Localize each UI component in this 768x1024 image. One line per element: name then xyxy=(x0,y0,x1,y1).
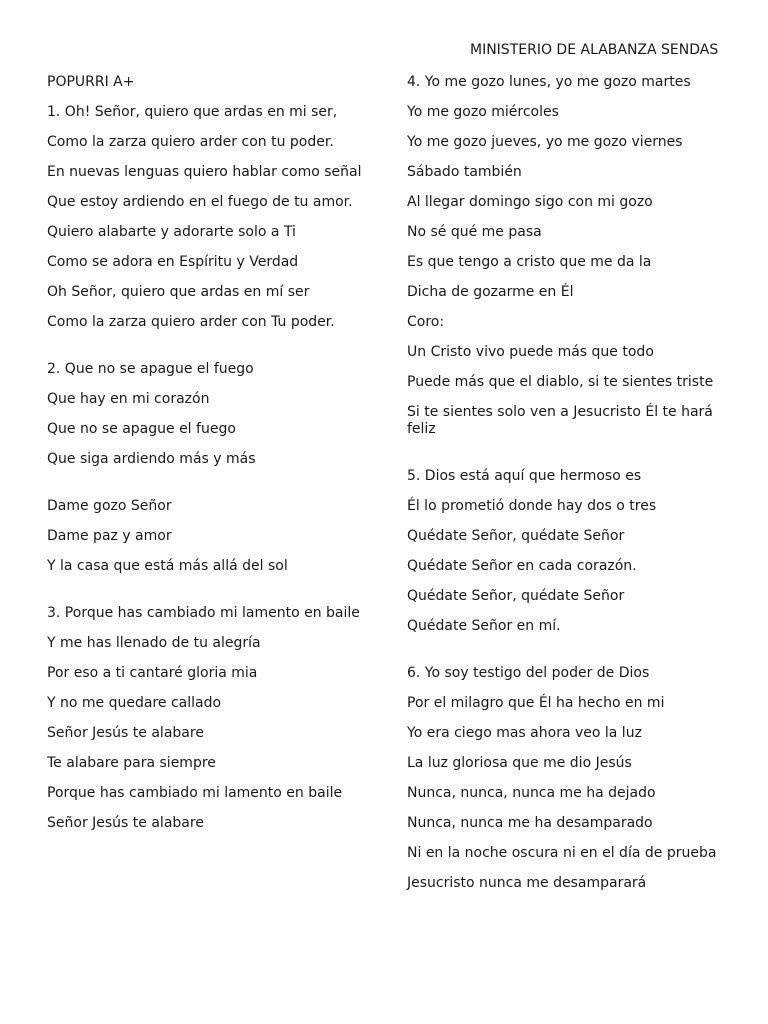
lyric-line: Ni en la noche oscura ni en el día de prueba xyxy=(407,845,717,861)
lyric-line: Como la zarza quiero arder con Tu poder. xyxy=(47,314,335,330)
lyric-line: 4. Yo me gozo lunes, yo me gozo martes xyxy=(407,74,691,90)
lyric-line: Al llegar domingo sigo con mi gozo xyxy=(407,194,653,210)
lyric-line: Te alabare para siempre xyxy=(47,755,216,771)
lyric-line: Quiero alabarte y adorarte solo a Ti xyxy=(47,224,296,240)
lyric-line: 2. Que no se apague el fuego xyxy=(47,361,254,377)
lyric-line: Coro: xyxy=(407,314,445,330)
lyric-line: 6. Yo soy testigo del poder de Dios xyxy=(407,665,650,681)
lyric-line: En nuevas lenguas quiero hablar como señal xyxy=(47,164,362,180)
lyric-line: Que hay en mi corazón xyxy=(47,391,210,407)
lyric-line: Jesucristo nunca me desamparará xyxy=(407,875,647,891)
lyric-line: Porque has cambiado mi lamento en baile xyxy=(47,785,343,801)
lyric-line: Y no me quedare callado xyxy=(47,695,222,711)
lyric-line: Por el milagro que Él ha hecho en mi xyxy=(407,695,665,711)
lyric-line: Yo me gozo miércoles xyxy=(407,104,559,120)
lyric-line: Nunca, nunca, nunca me ha dejado xyxy=(407,785,656,801)
lyric-line: POPURRI A+ xyxy=(47,74,135,90)
lyric-line: Señor Jesús te alabare xyxy=(47,815,204,831)
lyric-line: Que no se apague el fuego xyxy=(47,421,236,437)
lyric-line: Puede más que el diablo, si te sientes triste xyxy=(407,374,714,390)
lyric-line: Dame gozo Señor xyxy=(47,498,172,514)
lyric-line: Si te sientes solo ven a Jesucristo Él te hará feliz xyxy=(407,404,713,437)
lyric-line: Nunca, nunca me ha desamparado xyxy=(407,815,653,831)
lyric-line: La luz gloriosa que me dio Jesús xyxy=(407,755,632,771)
lyric-line: Dame paz y amor xyxy=(47,528,172,544)
lyric-line: 5. Dios está aquí que hermoso es xyxy=(407,468,642,484)
lyric-line: Quédate Señor, quédate Señor xyxy=(407,528,625,544)
lyric-line: Yo me gozo jueves, yo me gozo viernes xyxy=(407,134,683,150)
lyric-line: Sábado también xyxy=(407,164,522,180)
lyric-line: Él lo prometió donde hay dos o tres xyxy=(407,498,657,514)
lyric-line: Quédate Señor, quédate Señor xyxy=(407,588,625,604)
lyric-line: Señor Jesús te alabare xyxy=(47,725,204,741)
lyric-line: Que siga ardiendo más y más xyxy=(47,451,256,467)
lyric-line: Quédate Señor en mí. xyxy=(407,618,561,634)
lyric-line: Es que tengo a cristo que me da la xyxy=(407,254,652,270)
lyric-line: Quédate Señor en cada corazón. xyxy=(407,558,637,574)
lyric-line: Como la zarza quiero arder con tu poder. xyxy=(47,134,334,150)
lyric-line: Como se adora en Espíritu y Verdad xyxy=(47,254,299,270)
lyric-line: Un Cristo vivo puede más que todo xyxy=(407,344,654,360)
left-lyrics-column xyxy=(47,74,372,845)
lyric-line: Oh Señor, quiero que ardas en mí ser xyxy=(47,284,310,300)
lyric-line: Yo era ciego mas ahora veo la luz xyxy=(407,725,642,741)
lyric-line: 3. Porque has cambiado mi lamento en baile xyxy=(47,605,360,621)
lyric-line: Dicha de gozarme en Él xyxy=(407,284,574,300)
lyric-line: Por eso a ti cantaré gloria mia xyxy=(47,665,258,681)
lyric-line: Y la casa que está más allá del sol xyxy=(47,558,288,574)
right-lyrics-column xyxy=(407,74,732,905)
lyric-line: Que estoy ardiendo en el fuego de tu amor. xyxy=(47,194,353,210)
lyric-line: No sé qué me pasa xyxy=(407,224,542,240)
lyric-line: 1. Oh! Señor, quiero que ardas en mi ser, xyxy=(47,104,338,120)
lyric-line: Y me has llenado de tu alegría xyxy=(47,635,261,651)
page-header: MINISTERIO DE ALABANZA SENDAS xyxy=(470,42,719,58)
